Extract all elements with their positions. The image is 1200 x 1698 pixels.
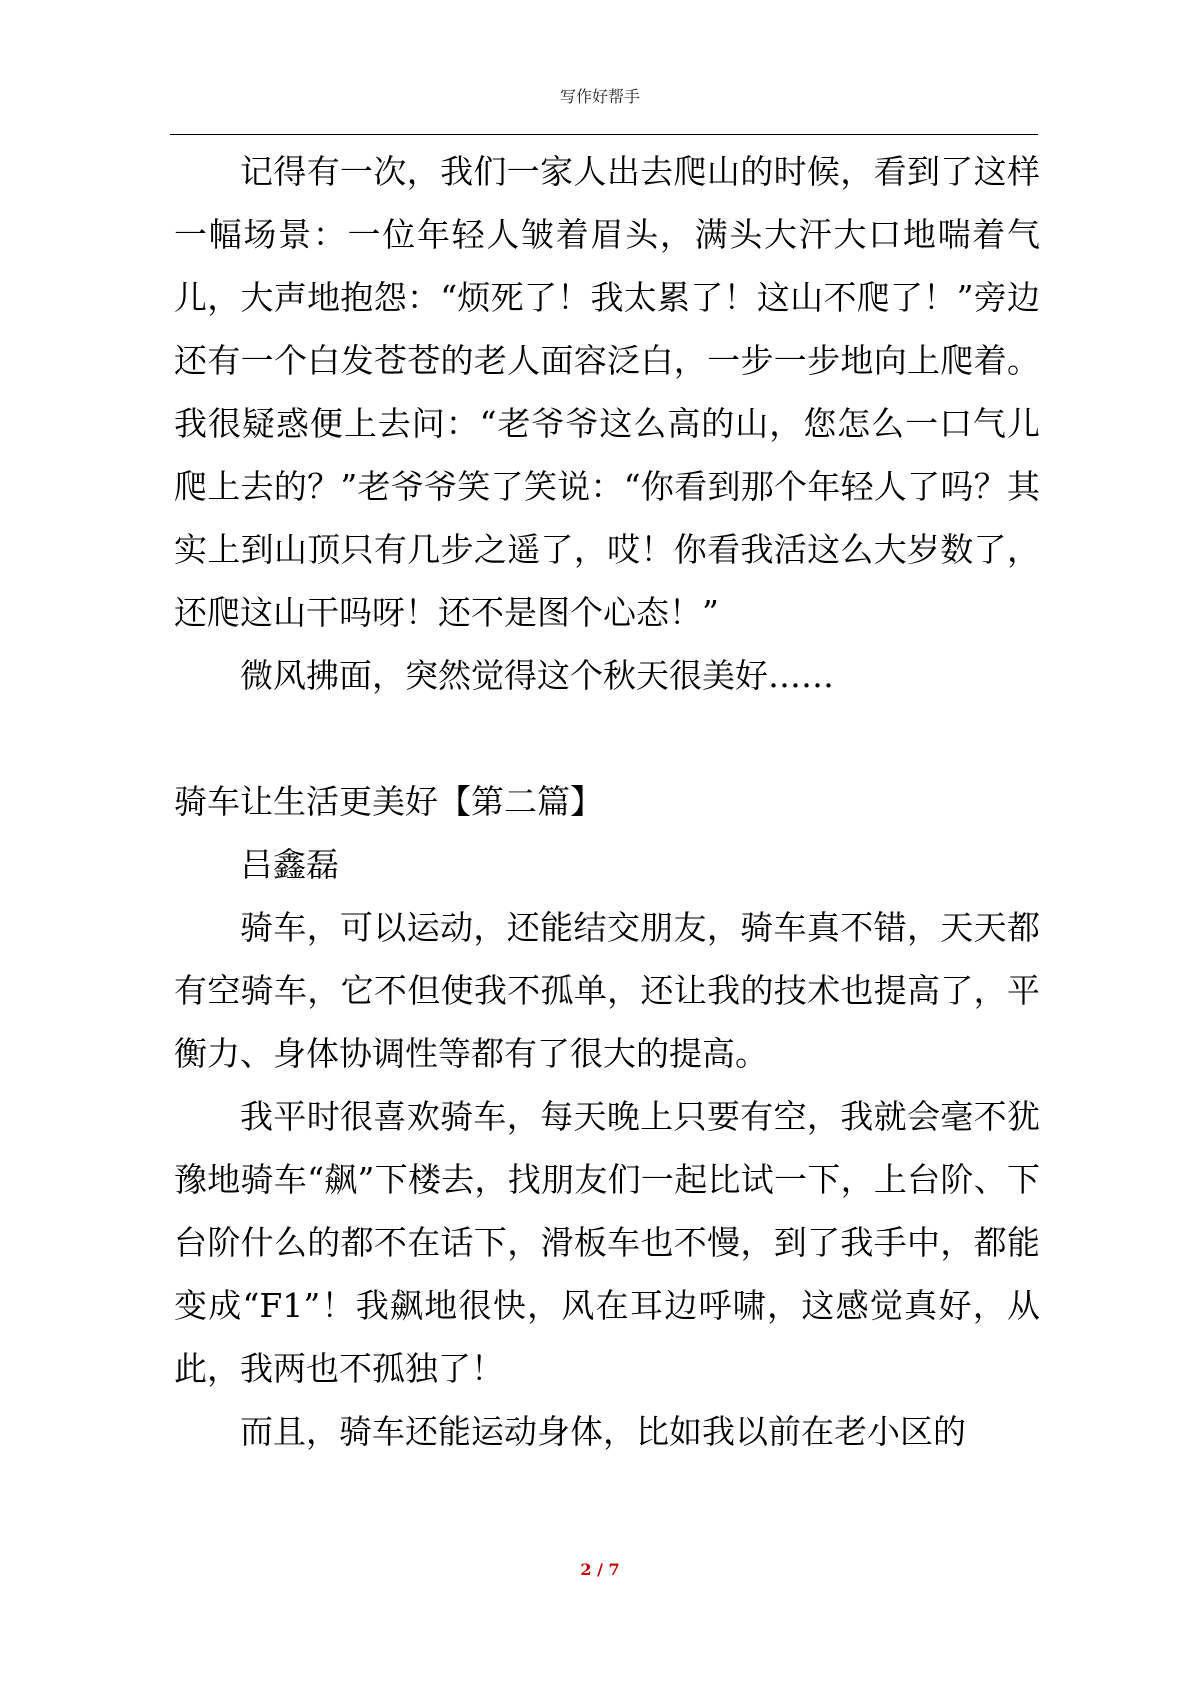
running-header: 写作好帮手 bbox=[559, 87, 640, 106]
page-number: 2 / 7 bbox=[580, 1560, 620, 1579]
section-title: 骑车让生活更美好【第二篇】 bbox=[174, 782, 603, 821]
document-body bbox=[174, 140, 1040, 1463]
section-spacer bbox=[174, 707, 1040, 770]
paragraph-cycling-intro: 骑车，可以运动，还能结交朋友，骑车真不错，天天都有空骑车，它不但使我不孤单，还让我的技术也提高了，平衡力、身体协调性等都有了很大的提高。 bbox=[174, 908, 1040, 1073]
paragraph-cycling-exercise: 而且，骑车还能运动身体，比如我以前在老小区的 bbox=[240, 1412, 966, 1451]
header-divider bbox=[170, 134, 1038, 135]
paragraph-mountain-story: 记得有一次，我们一家人出去爬山的时候，看到了这样一幅场景：一位年轻人皱着眉头，满头大汗大口地喘着气儿，大声地抱怨：“烦死了！我太累了！这山不爬了！”旁边还有一个白发苍苍的老人面容泛白，一步一步地向上爬着。我很疑惑便上去问：“老爷爷这么高的山，您怎么一口气儿爬上去的？”老爷爷笑了笑说：“你看到那个年轻人了吗？其实上到山顶只有几步之遥了，哎！你看我活这么大岁数了，还爬这山干吗呀！还不是图个心态！” bbox=[174, 152, 1040, 632]
paragraph-autumn-breeze: 微风拂面，突然觉得这个秋天很美好…… bbox=[240, 656, 834, 695]
paragraph-cycling-evenings: 我平时很喜欢骑车，每天晚上只要有空，我就会毫不犹豫地骑车“飙”下楼去，找朋友们一起比试一下，上台阶、下台阶什么的都不在话下，滑板车也不慢，到了我手中，都能变成“F1”！我飙地很快，风在耳边呼啸，这感觉真好，从此，我两也不孤独了！ bbox=[174, 1097, 1040, 1388]
author-name: 吕鑫磊 bbox=[240, 845, 339, 884]
